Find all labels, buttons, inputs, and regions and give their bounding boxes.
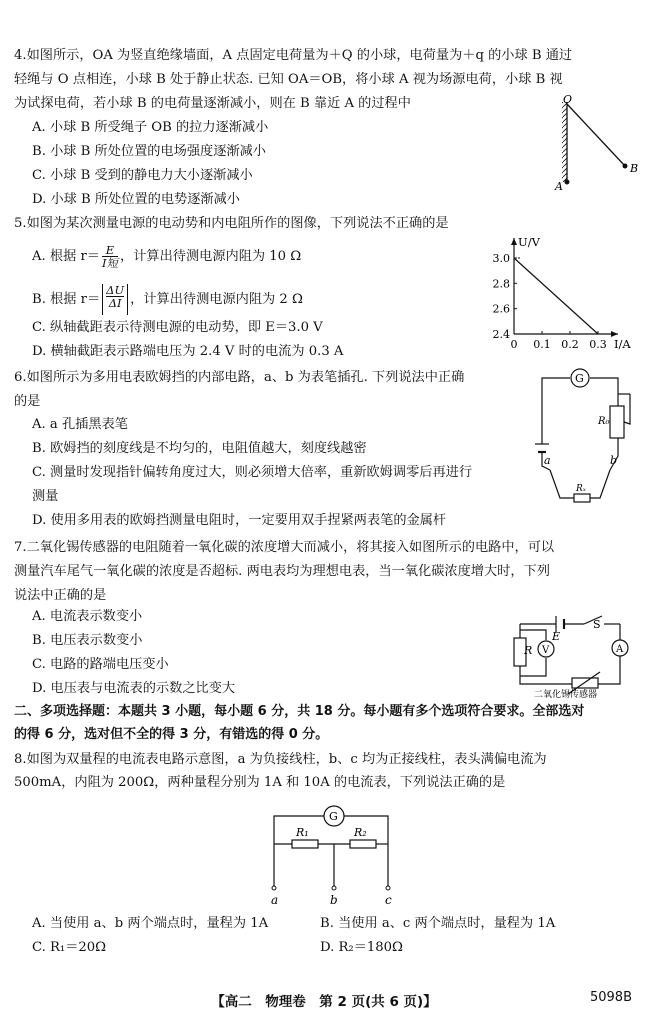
q6-option-a: A. a 孔插黑表笔 [32, 417, 128, 432]
terminal-c [386, 886, 390, 890]
rheostat-slider [624, 402, 630, 424]
q8-option-b: B. 当使用 a、c 两个端点时，量程为 1A [320, 916, 556, 931]
terminal-a [272, 886, 276, 890]
q7-option-d: D. 电压表与电流表的示数之比变大 [32, 681, 236, 696]
outer-circuit [520, 624, 620, 684]
wall-hatch [562, 102, 567, 182]
q5-option-a-suffix: ，计算出待测电源内阻为 10 Ω [120, 249, 302, 264]
label-sensor: 二氧化锡传感器 [534, 690, 598, 698]
q7-stem-line3: 说法中正确的是 [14, 588, 107, 603]
label-g: G [329, 810, 338, 823]
q4-stem-line2: 轻绳与 O 点相连，小球 B 处于静止状态. 已知 OA＝OB，将小球 A 视为场源电荷，小球 B 视 [14, 72, 563, 87]
q6-option-c-line2: 测量 [32, 489, 59, 504]
series-line [514, 258, 598, 334]
q6-stem-line1: 6.如图所示为多用电表欧姆挡的内部电路，a、b 为表笔插孔. 下列说法中正确 [14, 370, 465, 385]
probe-a [550, 470, 574, 498]
q5-abs-b [102, 284, 128, 315]
q5-option-a-prefix: A. 根据 r＝ [32, 249, 100, 264]
q5-fraction-b-num: ΔU [106, 283, 125, 297]
q6-option-d: D. 使用多用表的欧姆挡测量电阻时，一定要用双手捏紧两表笔的金属杆 [32, 513, 447, 528]
ball-a [565, 180, 570, 185]
resistor-r2 [350, 840, 376, 848]
y-tick-label: 2.6 [492, 302, 510, 316]
q4-option-b: B. 小球 B 所处位置的电场强度逐渐减小 [32, 144, 266, 159]
label-r0: R₀ [598, 416, 610, 427]
q8-option-d: D. R₂＝180Ω [320, 940, 403, 955]
q6-figure [530, 366, 644, 512]
x-tick-label: 0 [510, 338, 518, 351]
q4-option-d: D. 小球 B 所处位置的电势逐渐减小 [32, 192, 240, 207]
label-o: O [563, 93, 573, 106]
probe-b [590, 470, 610, 498]
label-r2: R₂ [354, 826, 367, 839]
q4-stem-line3: 为试探电荷，若小球 B 的电荷量逐渐减小，则在 B 靠近 A 的过程中 [14, 96, 411, 111]
q7-stem-line2: 测量汽车尾气一氧化碳的浓度是否超标. 两电表均为理想电表，当一氧化碳浓度增大时，下列 [14, 564, 550, 579]
q5-fraction-a-den: I短 [101, 256, 119, 270]
terminal-b [332, 886, 336, 890]
q8-stem-line2: 500mA，内阻为 200Ω，两种量程分别为 1A 和 10A 的电流表，下列说法正确的是 [14, 775, 506, 790]
q8-option-c: C. R₁＝20Ω [32, 940, 107, 955]
label-e: E [552, 630, 561, 643]
label-c: c [385, 893, 392, 907]
q4-figure [548, 92, 648, 196]
label-b-socket: b [610, 454, 618, 467]
chart-series [514, 258, 598, 334]
label-b: B [630, 162, 639, 175]
q4-option-c: C. 小球 B 受到的静电力大小逐渐减小 [32, 168, 253, 183]
label-r1: R₁ [296, 826, 309, 839]
x-tick-label: 0.1 [533, 338, 551, 351]
label-r: R [524, 644, 533, 657]
q7-stem-line1: 7.二氧化锡传感器的电阻随着一氧化碳的浓度增大而减小，将其接入如图所示的电路中，可以 [14, 540, 555, 555]
section2-heading-line2: 的得 6 分，选对但不全的得 3 分，有错选的得 0 分。 [14, 727, 329, 742]
q5-fraction-a-num: E [102, 244, 118, 257]
page-footer: 【高二 物理卷 第 2 页(共 6 页)】 [211, 994, 437, 1010]
q6-stem-line2: 的是 [14, 394, 41, 409]
resistor-r1 [292, 840, 318, 848]
label-g: G [575, 372, 584, 385]
y-tick-label: 3.0 [492, 252, 510, 265]
q7-option-c: C. 电路的路端电压变小 [32, 657, 169, 672]
y-tick-label: 2.8 [492, 277, 510, 291]
y-tick-label: 2.4 [492, 328, 510, 341]
q5-option-b [32, 284, 303, 315]
label-s: S [593, 618, 601, 631]
q4-stem-line1: 4.如图所示，OA 为竖直绝缘墙面，A 点固定电荷量为＋Q 的小球，电荷量为＋q 的小球 B 通过 [14, 48, 573, 63]
ball-b [623, 164, 628, 169]
q7-figure [500, 606, 644, 698]
q4-option-a: A. 小球 B 所受绳子 OB 的拉力逐渐减小 [32, 120, 269, 135]
q6-option-c-line1: C. 测量时发现指针偏转角度过大，则必须增大倍率，重新欧姆调零后再进行 [32, 465, 473, 480]
label-v: V [542, 645, 550, 656]
q5-option-d: D. 横轴截距表示路端电压为 2.4 V 时的电流为 0.3 A [32, 344, 344, 359]
q8-option-a: A. 当使用 a、b 两个端点时，量程为 1A [32, 916, 269, 931]
q5-stem: 5.如图为某次测量电源的电动势和内电阻所作的图像，下列说法不正确的是 [14, 216, 449, 231]
q5-fraction-a [102, 244, 118, 269]
resistor-rx [574, 494, 590, 502]
q8-stem-line1: 8.如图为双量程的电流表电路示意图，a 为负接线柱，b、c 均为正接线柱，表头满偏电流为 [14, 752, 547, 767]
label-a: A [555, 180, 563, 193]
q7-option-a: A. 电流表示数变小 [32, 609, 143, 624]
chart-y-axis-label: U/V [518, 235, 540, 249]
q7-option-b: B. 电压表示数变小 [32, 633, 143, 648]
paper-code: 5098B [589, 990, 632, 1005]
wire-left-top [542, 378, 570, 432]
q5-option-a [32, 244, 301, 269]
label-a: a [271, 893, 279, 907]
chart-x-axis-label: I/A [614, 337, 631, 351]
q8-figure [258, 796, 418, 916]
x-tick-label: 0.3 [589, 338, 607, 351]
x-tick-label: 0.2 [561, 338, 579, 351]
section2-heading-line1: 二、多项选择题：本题共 3 小题，每小题 6 分，共 18 分。每小题有多个选项符合要求。全部选对 [14, 704, 585, 719]
label-rx: Rₓ [576, 484, 586, 494]
chart-ticks [493, 252, 607, 351]
chart-axes [511, 238, 618, 337]
q6-option-b: B. 欧姆挡的刻度线是不均匀的，电阻值越大，刻度线越密 [32, 441, 367, 456]
rope-ob [567, 104, 625, 166]
y-axis-arrow [511, 238, 517, 245]
label-a-socket: a [544, 454, 551, 467]
q5-ui-chart [478, 234, 638, 352]
label-ammeter: A [616, 644, 624, 655]
q5-option-b-prefix: B. 根据 r＝ [32, 292, 101, 307]
q5-fraction-b-den: ΔI [108, 296, 122, 310]
rheostat-r0 [610, 406, 624, 438]
q5-option-b-suffix: ，计算出待测电源内阻为 2 Ω [130, 292, 303, 307]
label-b: b [330, 893, 338, 907]
wire-right-top [590, 378, 618, 406]
q5-option-c: C. 纵轴截距表示待测电源的电动势，即 E＝3.0 V [32, 320, 323, 335]
